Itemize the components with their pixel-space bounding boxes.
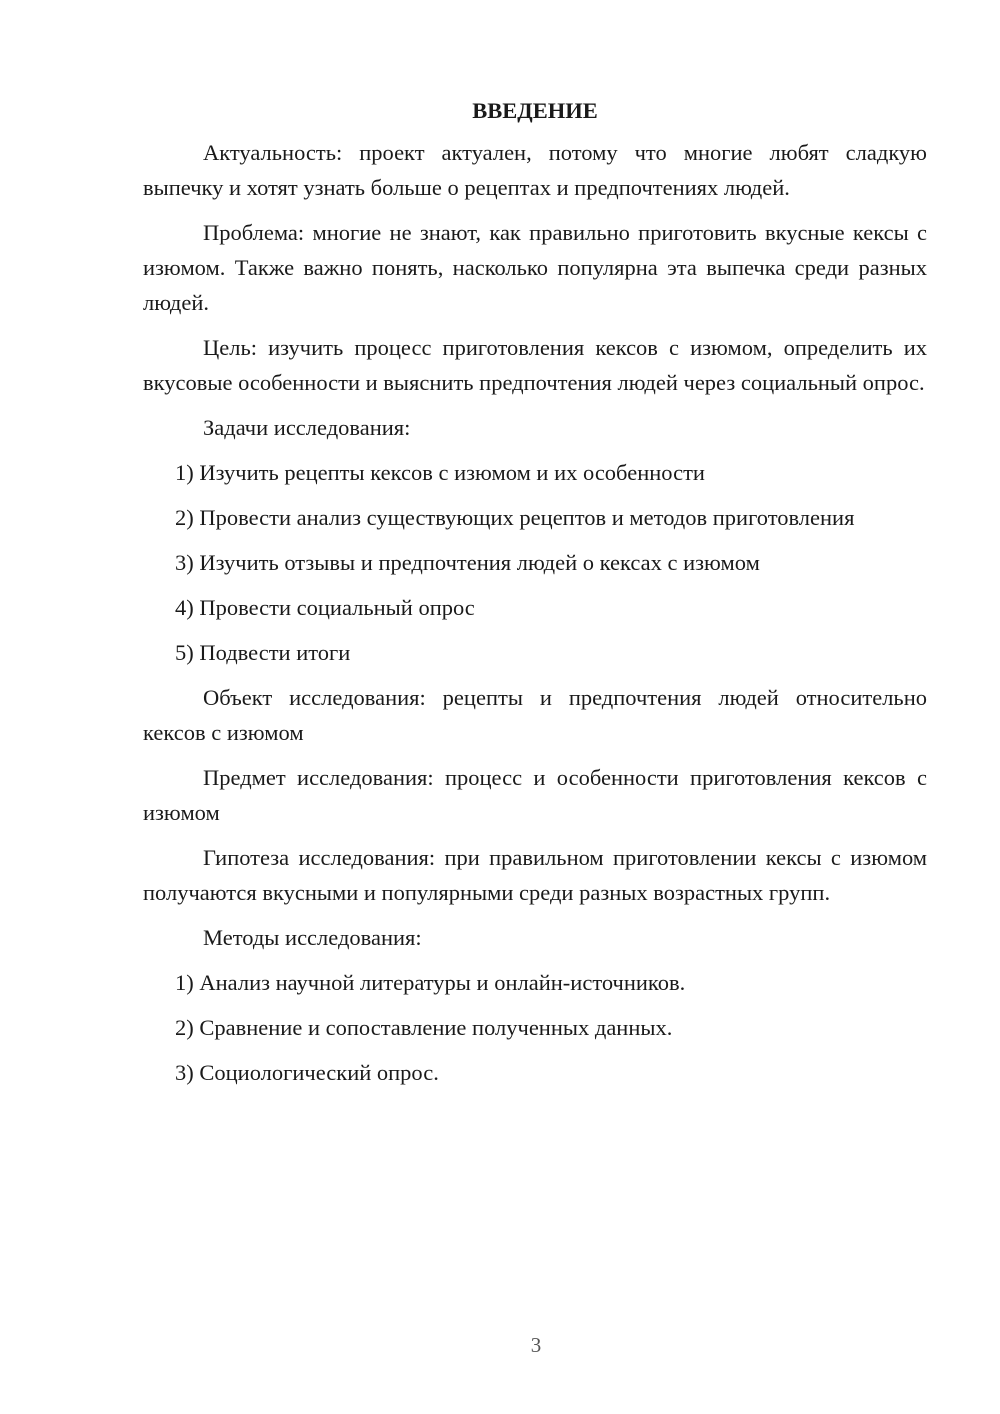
- task-item: 4) Провести социальный опрос: [175, 595, 475, 620]
- methods-list: [143, 965, 927, 1090]
- subject-paragraph: Предмет исследования: процесс и особенности приготовления кексов с изюмом: [143, 765, 927, 825]
- section-title: ВВЕДЕНИЕ: [472, 98, 598, 123]
- task-item: 2) Провести анализ существующих рецептов и методов приготовления: [175, 505, 855, 530]
- task-item: 5) Подвести итоги: [175, 640, 351, 665]
- object-paragraph: Объект исследования: рецепты и предпочтения людей относительно кексов с изюмом: [143, 685, 927, 745]
- page-content: [143, 97, 927, 1100]
- task-item: 1) Изучить рецепты кексов с изюмом и их особенности: [175, 460, 705, 485]
- goal-paragraph: Цель: изучить процесс приготовления кексов с изюмом, определить их вкусовые особенности и выяснить предпочтения людей через социальный опрос.: [143, 335, 927, 395]
- methods-heading: Методы исследования:: [203, 925, 422, 950]
- task-item: 3) Изучить отзывы и предпочтения людей о кексах с изюмом: [175, 550, 760, 575]
- method-item: 1) Анализ научной литературы и онлайн-источников.: [175, 970, 686, 995]
- tasks-list: [143, 455, 927, 670]
- method-item: 2) Сравнение и сопоставление полученных данных.: [175, 1015, 673, 1040]
- page-number: 3: [530, 1333, 542, 1357]
- problem-paragraph: Проблема: многие не знают, как правильно приготовить вкусные кексы с изюмом. Также важно понять, насколько популярна эта выпечка среди разных людей.: [143, 220, 927, 315]
- tasks-heading: Задачи исследования:: [203, 415, 411, 440]
- hypothesis-paragraph: Гипотеза исследования: при правильном приготовлении кексы с изюмом получаются вкусными и популярными среди разных возрастных групп.: [143, 845, 927, 905]
- relevance-paragraph: Актуальность: проект актуален, потому что многие любят сладкую выпечку и хотят узнать больше о рецептах и предпочтениях людей.: [143, 140, 927, 200]
- method-item: 3) Социологический опрос.: [175, 1060, 439, 1085]
